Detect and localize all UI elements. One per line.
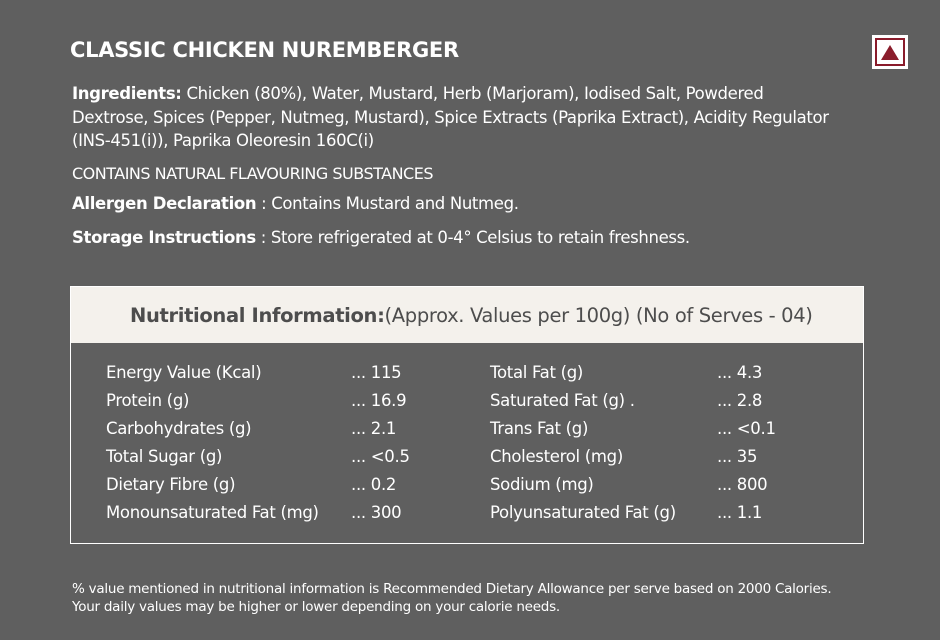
storage-instructions	[72, 226, 690, 250]
allergen-text: : Contains Mustard and Nutmeg.	[256, 194, 519, 213]
nutrition-rows	[71, 363, 863, 531]
ingredients-label: Ingredients:	[72, 84, 182, 103]
nutrient-name: Energy Value (Kcal)	[106, 363, 262, 382]
allergen-label: Allergen Declaration	[72, 194, 257, 213]
nutrition-table	[70, 286, 864, 544]
nutrient-value: ... <0.1	[717, 419, 776, 438]
nutrient-value: ... 0.2	[351, 475, 397, 494]
nutrient-name: Cholesterol (mg)	[490, 447, 623, 466]
product-title: CLASSIC CHICKEN NUREMBERGER	[70, 38, 459, 62]
nutrition-header	[71, 287, 863, 343]
table-row	[71, 391, 863, 419]
nutrient-value: ... 800	[717, 475, 768, 494]
nutrition-label: Nutritional Information:	[130, 303, 385, 327]
triangle-up-icon	[881, 45, 899, 60]
table-row	[71, 503, 863, 531]
table-row	[71, 447, 863, 475]
nutrient-name: Dietary Fibre (g)	[106, 475, 236, 494]
scroll-to-top-button[interactable]	[872, 35, 908, 69]
nutrient-value: ... 115	[351, 363, 402, 382]
rda-footnote	[72, 580, 831, 616]
nutrient-value: ... <0.5	[351, 447, 410, 466]
storage-text: : Store refrigerated at 0-4° Celsius to retain freshness.	[255, 228, 690, 247]
nutrient-value: ... 300	[351, 503, 402, 522]
flavouring-note: CONTAINS NATURAL FLAVOURING SUBSTANCES	[72, 164, 433, 183]
table-row	[71, 363, 863, 391]
nutrient-name: Monounsaturated Fat (mg)	[106, 503, 319, 522]
ingredients-text: Chicken (80%), Water, Mustard, Herb (Marjoram), Iodised Salt, Powdered Dextrose, Spices (Pepper, Nutmeg, Mustard), Spice Extracts (Paprika Extract), Acidity Regulator (INS-451(i)), Paprika Oleoresin 160C(i)	[72, 84, 829, 150]
allergen-declaration	[72, 192, 519, 216]
nutrient-value: ... 4.3	[717, 363, 763, 382]
nutrient-value: ... 1.1	[717, 503, 763, 522]
nutrient-name: Total Fat (g)	[490, 363, 584, 382]
table-row	[71, 419, 863, 447]
nutrient-name: Total Sugar (g)	[106, 447, 223, 466]
nutrient-value: ... 16.9	[351, 391, 407, 410]
nutrient-name: Protein (g)	[106, 391, 190, 410]
nutrient-name: Polyunsaturated Fat (g)	[490, 503, 676, 522]
nutrient-value: ... 2.8	[717, 391, 763, 410]
nutrient-name: Sodium (mg)	[490, 475, 594, 494]
nutrient-name: Carbohydrates (g)	[106, 419, 252, 438]
footnote-line-2: Your daily values may be higher or lower depending on your calorie needs.	[72, 599, 560, 615]
table-row	[71, 475, 863, 503]
ingredients-paragraph	[72, 82, 832, 153]
nutrient-value: ... 2.1	[351, 419, 397, 438]
nutrient-value: ... 35	[717, 447, 758, 466]
nutrition-subtitle: (Approx. Values per 100g) (No of Serves - 04)	[384, 303, 813, 327]
nutrient-name: Saturated Fat (g) .	[490, 391, 635, 410]
nutrient-name: Trans Fat (g)	[490, 419, 589, 438]
footnote-line-1: % value mentioned in nutritional information is Recommended Dietary Allowance per serve based on 2000 Calories.	[72, 581, 832, 597]
scroll-to-top-frame	[875, 38, 905, 66]
storage-label: Storage Instructions	[72, 228, 256, 247]
